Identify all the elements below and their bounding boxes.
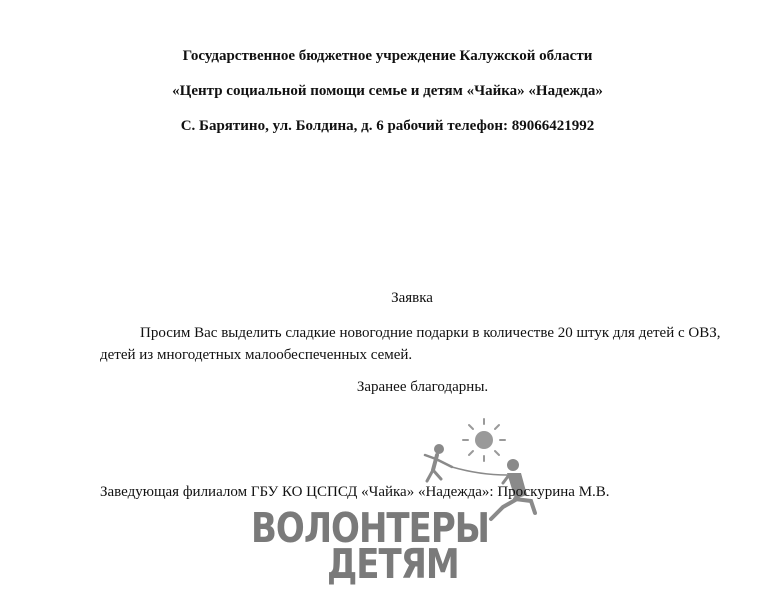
signature-line: Заведующая филиалом ГБУ КО ЦСПСД «Чайка» «Надежда»: Проскурина М.В. xyxy=(100,484,610,500)
thanks-line: Заранее благодарны. xyxy=(356,379,489,395)
sun-icon xyxy=(463,419,505,461)
organization-name: Государственное бюджетное учреждение Калужской области xyxy=(182,48,593,64)
logo-text-children: ДЕТЯМ xyxy=(327,541,459,589)
address-phone: С. Барятино, ул. Болдина, д. 6 рабочий телефон: 89066421992 xyxy=(180,118,595,134)
center-name: «Центр социальной помощи семье и детям «Чайка» «Надежда» xyxy=(172,83,603,99)
request-paragraph: Просим Вас выделить сладкие новогодние подарки в количестве 20 штук для детей с ОВЗ, детей из многодетных малообеспеченных семей. xyxy=(100,325,721,363)
document-title: Заявка xyxy=(391,290,433,306)
child-figure-icon xyxy=(425,444,507,481)
logo-text-volunteers: ВОЛОНТЕРЫ xyxy=(251,505,489,553)
